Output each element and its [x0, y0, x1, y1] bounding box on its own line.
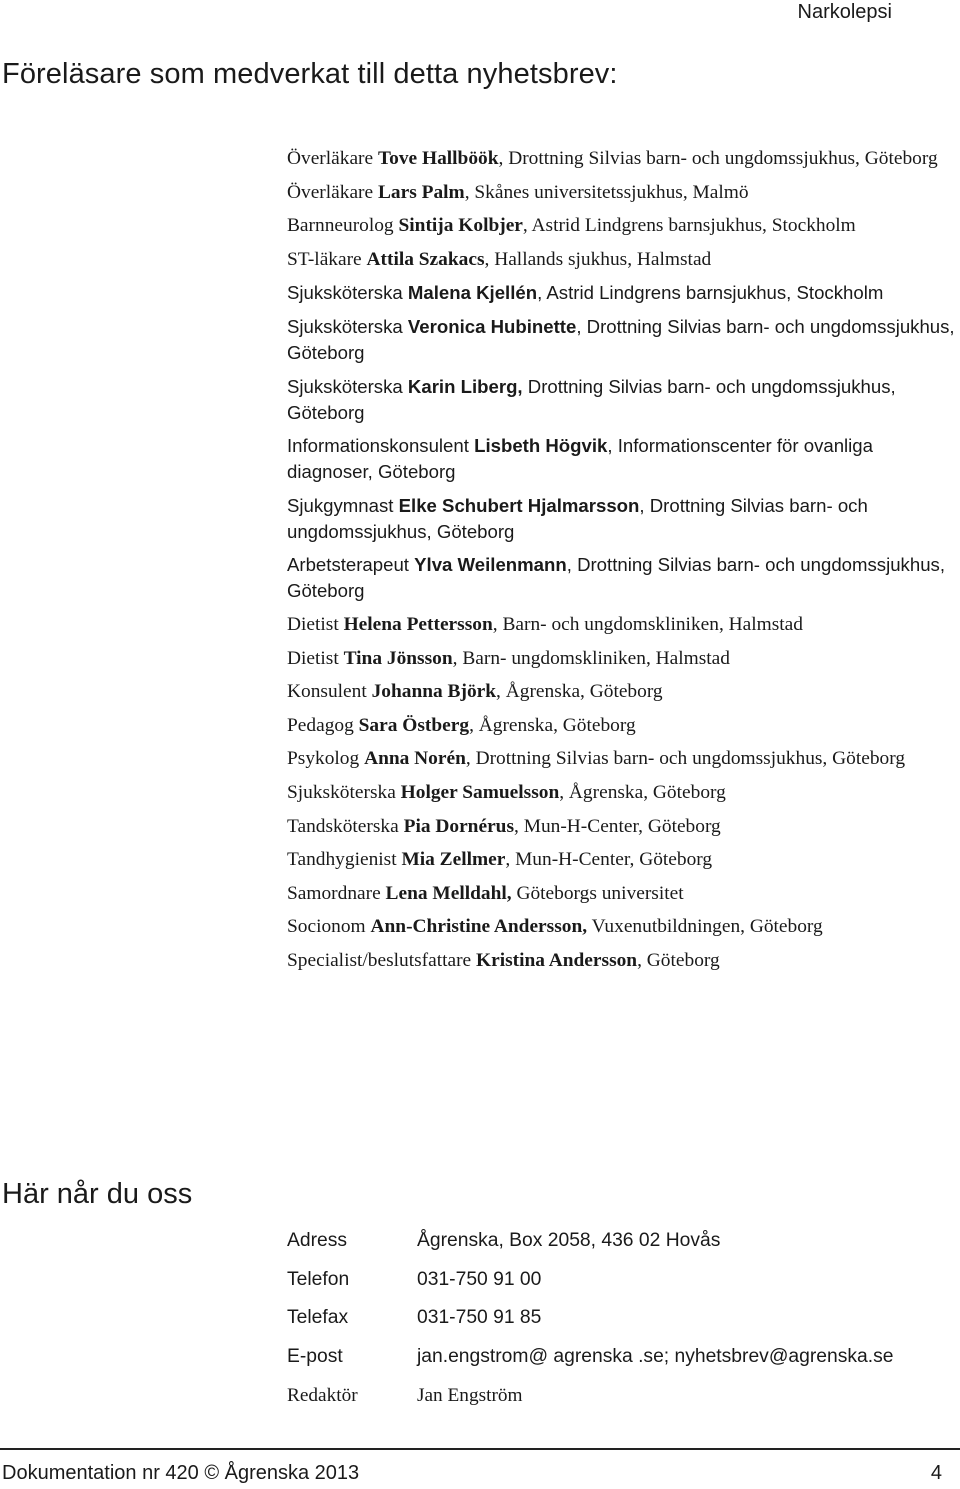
- lecturer-item: Konsulent Johanna Björk, Ågrenska, Göteborg: [287, 681, 663, 703]
- footer-text: Dokumentation nr 420 © Ågrenska 2013: [2, 1462, 360, 1484]
- lecturer-item: Sjuksköterska Holger Samuelsson, Ågrenska, Göteborg: [287, 781, 726, 803]
- contact-label: Telefon: [287, 1268, 350, 1290]
- lecturer-item: Dietist Tina Jönsson, Barn- ungdomskliniken, Halmstad: [287, 647, 730, 669]
- contact-value: Jan Engström: [417, 1384, 523, 1406]
- lecturer-item: Barnneurolog Sintija Kolbjer, Astrid Lindgrens barnsjukhus, Stockholm: [287, 215, 856, 237]
- contact-label: Telefax: [287, 1307, 349, 1329]
- contact-label: E-post: [287, 1346, 343, 1368]
- contact-value: 031-750 91 85: [417, 1307, 542, 1329]
- lecturer-item: Tandsköterska Pia Dornérus, Mun-H-Center, Göteborg: [287, 815, 721, 837]
- contact-label: Redaktör: [287, 1384, 358, 1406]
- lecturer-item: Dietist Helena Pettersson, Barn- och ungdomskliniken, Halmstad: [287, 613, 803, 635]
- contact-heading: Här når du oss: [2, 1178, 193, 1210]
- page-footer: [2, 1458, 942, 1488]
- contact-email-link[interactable]: jan.engstrom@ agrenska .se; nyhetsbrev@agrenska.se: [417, 1346, 894, 1368]
- lecturer-item: Specialist/beslutsfattare Kristina Andersson, Göteborg: [287, 949, 720, 971]
- lecturer-item: ST-läkare Attila Szakacs, Hallands sjukhus, Halmstad: [287, 248, 712, 270]
- contact-value: Ågrenska, Box 2058, 436 02 Hovås: [417, 1230, 721, 1251]
- contact-value: 031-750 91 00: [417, 1268, 542, 1290]
- lecturer-item: Arbetsterapeut Ylva Weilenmann, Drottning Silvias barn- och ungdomssjukhus, Göteborg: [287, 554, 945, 602]
- lecturers-heading: Föreläsare som medverkat till detta nyhetsbrev:: [2, 58, 618, 90]
- lecturer-item: Informationskonsulent Lisbeth Högvik, Informationscenter för ovanliga diagnoser, Göteborg: [287, 435, 873, 483]
- page-number: 4: [930, 1462, 942, 1484]
- lecturer-item: Sjuksköterska Veronica Hubinette, Drottning Silvias barn- och ungdomssjukhus, Göteborg: [287, 315, 955, 363]
- lecturer-item: Överläkare Tove Hallböök, Drottning Silvias barn- och ungdomssjukhus, Göteborg: [287, 148, 938, 169]
- contact-row-email: [287, 1340, 947, 1379]
- contact-table: [287, 1224, 947, 1417]
- lecturer-item: Socionom Ann-Christine Andersson, Vuxenutbildningen, Göteborg: [287, 916, 823, 938]
- contact-row-editor: [287, 1379, 947, 1418]
- lecturer-item: Psykolog Anna Norén, Drottning Silvias barn- och ungdomssjukhus, Göteborg: [287, 748, 906, 770]
- contact-row-address: [287, 1224, 947, 1263]
- contact-row-fax: [287, 1301, 947, 1340]
- running-header: Narkolepsi: [797, 1, 892, 23]
- footer-divider: [0, 1448, 960, 1450]
- lecturer-item: Tandhygienist Mia Zellmer, Mun-H-Center, Göteborg: [287, 849, 713, 871]
- lecturer-item: Samordnare Lena Melldahl, Göteborgs universitet: [287, 882, 684, 904]
- lecturer-item: Överläkare Lars Palm, Skånes universitetssjukhus, Malmö: [287, 181, 749, 203]
- lecturer-item: Sjukgymnast Elke Schubert Hjalmarsson, Drottning Silvias barn- och ungdomssjukhus, Göteborg: [287, 494, 868, 542]
- contact-row-phone: [287, 1263, 947, 1302]
- lecturer-item: Sjuksköterska Malena Kjellén, Astrid Lindgrens barnsjukhus, Stockholm: [287, 282, 884, 304]
- lecturer-item: Sjuksköterska Karin Liberg, Drottning Silvias barn- och ungdomssjukhus, Göteborg: [287, 375, 896, 423]
- lecturer-list: [287, 146, 957, 981]
- lecturer-item: Pedagog Sara Östberg, Ågrenska, Göteborg: [287, 714, 636, 736]
- contact-label: Adress: [287, 1230, 348, 1251]
